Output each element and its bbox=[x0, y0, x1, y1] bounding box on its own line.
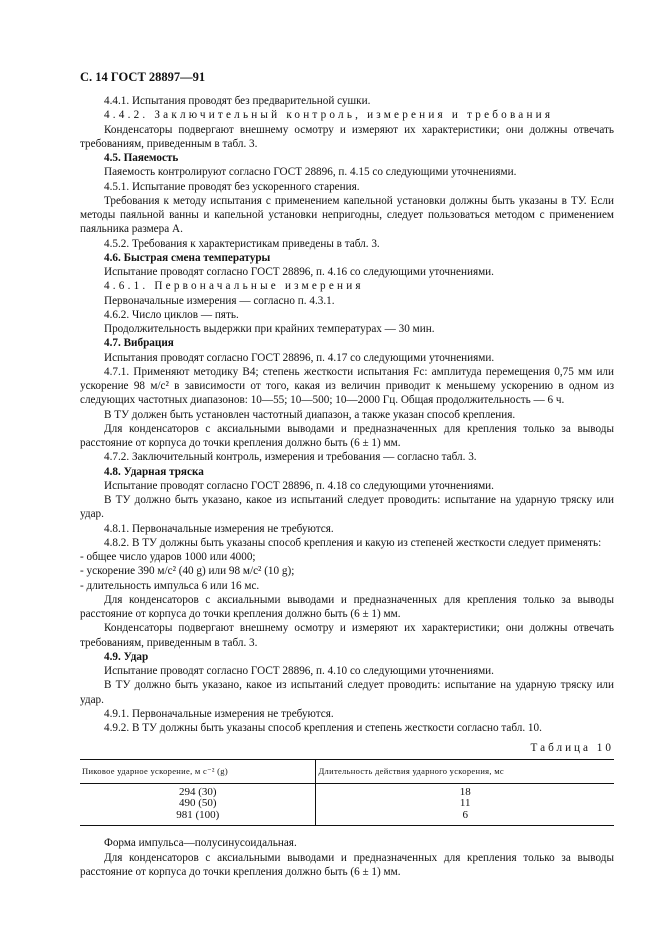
clause-4-5-1-text: Требования к методу испытания с применением капельной установки должны быть указаны в ТУ. Если методы паяльной ванны и капельной установки непригодны, следует пользоваться методом с применением паяльника размера А. bbox=[80, 194, 614, 236]
section-4-8-text-b: В ТУ должно быть указано, какое из испытаний следует проводить: испытание на ударную тряску или удар. bbox=[80, 494, 614, 521]
table-col-header-duration: Длительность действия ударного ускорения, мс bbox=[316, 759, 614, 783]
table-row bbox=[80, 798, 614, 810]
list-item: - ускорение 390 м/с² (40 g) или 98 м/с² (10 g); bbox=[80, 565, 295, 578]
list-item: - общее число ударов 1000 или 4000; bbox=[80, 551, 256, 563]
clause-4-8-2-text-c: Для конденсаторов с аксиальными выводами и предназначенных для крепления только за выводы расстояние от корпуса до точки крепления должно быть (6 ± 1) мм. bbox=[80, 593, 614, 620]
table-cell-accel: 294 (30) bbox=[80, 783, 316, 798]
table-10 bbox=[80, 759, 614, 827]
table-cell-duration: 6 bbox=[316, 810, 614, 826]
clause-4-7-2: 4.7.2. Заключительный контроль, измерения и требования — согласно табл. 3. bbox=[104, 451, 477, 464]
clause-4-8-2-text-d: Конденсаторы подвергают внешнему осмотру и измеряют их характеристики; они должны отвечать требованиям, приведенным в табл. 3. bbox=[80, 622, 614, 649]
clause-4-6-1: 4.6.1. Первоначальные измерения bbox=[104, 280, 364, 293]
clause-4-5-2: 4.5.2. Требования к характеристикам приведены в табл. 3. bbox=[104, 237, 380, 250]
table-caption: Таблица 10 bbox=[530, 742, 614, 755]
clause-4-9-1: 4.9.1. Первоначальные измерения не требуются. bbox=[104, 707, 334, 720]
clause-4-4-2-text: Конденсаторы подвергают внешнему осмотру и измеряют их характеристики; они должны отвечать требованиям, приведенным в табл. 3. bbox=[80, 123, 614, 150]
section-4-6-heading: 4.6. Быстрая смена температуры bbox=[104, 251, 271, 264]
clause-4-9-2: 4.9.2. В ТУ должны быть указаны способ крепления и степень жесткости согласно табл. 10. bbox=[104, 722, 542, 734]
table-cell-duration: 11 bbox=[459, 797, 471, 810]
section-4-6-text: Испытание проводят согласно ГОСТ 28896, п. 4.16 со следующими уточнениями. bbox=[104, 266, 494, 278]
clause-4-7-1: 4.7.1. Применяют методику В4; степень жесткости испытания Fc: амплитуда перемещения 0,75 мм или ускорение 98 м/с² в зависимости от того, какая из величин приводит к меньшему ускорению в одном из следующих частотных диапазонов: 10—55; 10—500; 10—2000 Гц. Общая продолжительность — 6 ч. bbox=[80, 365, 614, 407]
table-cell-accel: 490 (50) bbox=[80, 798, 316, 810]
clause-4-6-2-text: Продолжительность выдержки при крайних температурах — 30 мин. bbox=[104, 323, 435, 335]
page-header: С. 14 ГОСТ 28897—91 bbox=[80, 70, 206, 84]
clause-4-8-1: 4.8.1. Первоначальные измерения не требуются. bbox=[104, 522, 334, 535]
clause-4-4-1: 4.4.1. Испытания проводят без предварительной сушки. bbox=[104, 95, 371, 107]
list-item: - длительность импульса 6 или 16 мс. bbox=[80, 579, 260, 592]
section-4-9-text: Испытание проводят согласно ГОСТ 28896, п. 4.10 со следующими уточнениями. bbox=[104, 665, 494, 677]
clause-4-8-2: 4.8.2. В ТУ должны быть указаны способ крепления и какую из степеней жесткости следует применять: bbox=[104, 536, 602, 549]
pulse-shape-note: Форма импульса—полусинусоидальная. bbox=[104, 837, 297, 850]
clause-4-7-1-text-b: В ТУ должен быть установлен частотный диапазон, а также указан способ крепления. bbox=[104, 408, 516, 421]
clause-4-7-1-text-c: Для конденсаторов с аксиальными выводами и предназначенных для крепления только за выводы расстояние от корпуса до точки крепления должно быть (6 ± 1) мм. bbox=[80, 422, 614, 449]
table-cell-duration: 18 bbox=[459, 785, 471, 798]
document-body bbox=[80, 94, 614, 879]
table-cell-accel: 981 (100) bbox=[80, 810, 316, 826]
table-row bbox=[80, 783, 614, 798]
clause-4-6-1-text: Первоначальные измерения — согласно п. 4.3.1. bbox=[104, 294, 335, 307]
section-4-8-text: Испытание проводят согласно ГОСТ 28896, п. 4.18 со следующими уточнениями. bbox=[104, 479, 494, 492]
table-col-header-accel: Пиковое ударное ускорение, м с⁻² (g) bbox=[80, 759, 316, 783]
table-header-row bbox=[80, 759, 614, 783]
section-4-9-heading: 4.9. Удар bbox=[104, 650, 149, 663]
clause-4-4-2: 4.4.2. Заключительный контроль, измерения и требования bbox=[104, 109, 554, 122]
clause-4-5-1: 4.5.1. Испытание проводят без ускоренного старения. bbox=[104, 180, 360, 193]
section-4-5-heading: 4.5. Паяемость bbox=[104, 152, 179, 164]
clause-4-6-2: 4.6.2. Число циклов — пять. bbox=[104, 308, 239, 321]
axial-leads-note: Для конденсаторов с аксиальными выводами и предназначенных для крепления только за выводы расстояние от корпуса до точки крепления должно быть (6 ± 1) мм. bbox=[80, 851, 614, 878]
section-4-7-text: Испытания проводят согласно ГОСТ 28896, п. 4.17 со следующими уточнениями. bbox=[104, 351, 495, 364]
section-4-8-heading: 4.8. Ударная тряска bbox=[104, 465, 204, 478]
section-4-7-heading: 4.7. Вибрация bbox=[104, 337, 174, 350]
section-4-5-text: Паяемость контролируют согласно ГОСТ 28896, п. 4.15 со следующими уточнениями. bbox=[104, 166, 517, 179]
table-row bbox=[80, 810, 614, 826]
section-4-9-text-b: В ТУ должно быть указано, какое из испытаний следует проводить: испытание на ударную тряску или удар. bbox=[80, 679, 614, 706]
